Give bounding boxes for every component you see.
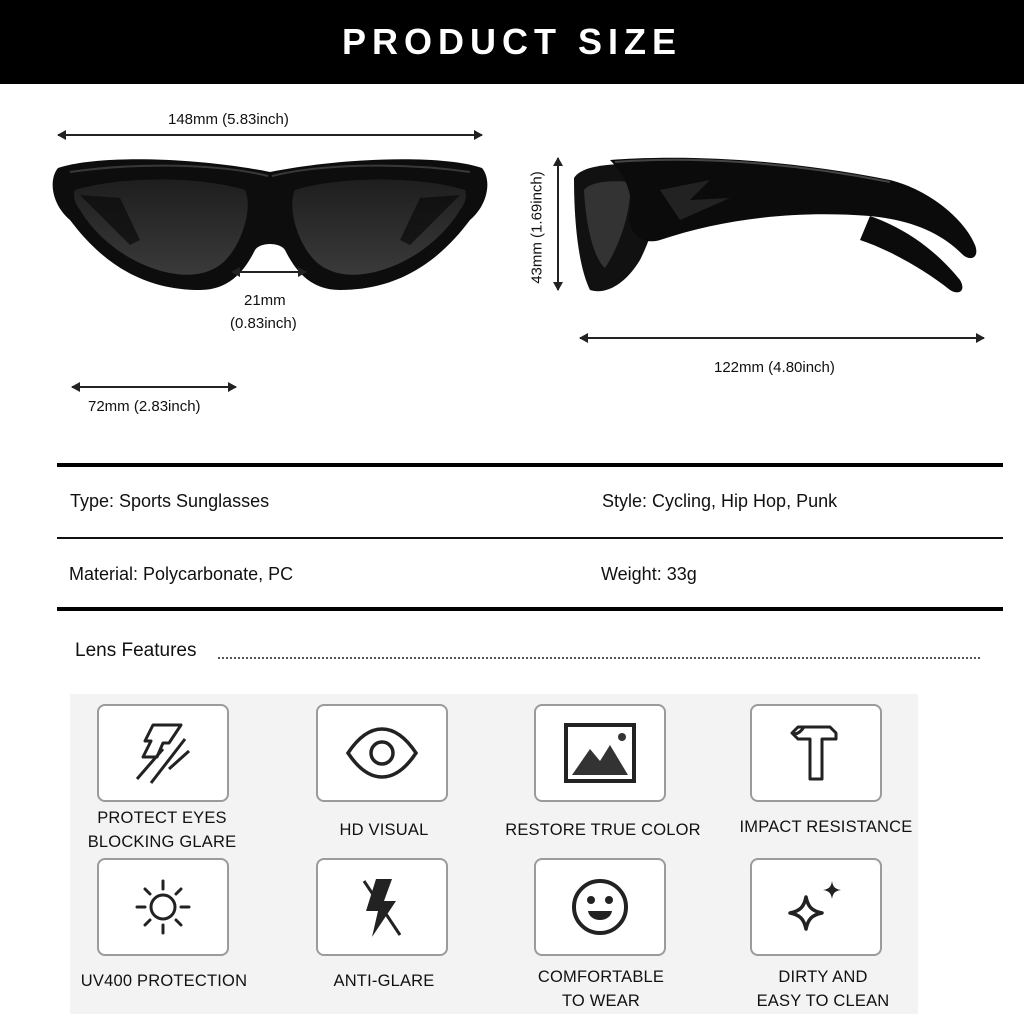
spec-divider-middle — [57, 537, 1003, 539]
feature-label-true-color: RESTORE TRUE COLOR — [505, 821, 701, 839]
page-title: PRODUCT SIZE — [341, 21, 682, 62]
feature-label-hd-visual: HD VISUAL — [339, 821, 429, 839]
smiley-face-icon — [560, 867, 640, 947]
height-arrow — [557, 158, 559, 290]
feature-label-anti-glare: ANTI-GLARE — [333, 972, 435, 990]
spec-divider-top — [57, 463, 1003, 467]
bridge-arrow — [232, 271, 306, 273]
spec-material: Material: Polycarbonate, PC — [69, 564, 294, 584]
temple-length-label: 122mm (4.80inch) — [714, 359, 835, 376]
height-label: 43mm (1.69inch) — [528, 171, 546, 284]
total-width-label: 148mm (5.83inch) — [168, 111, 289, 128]
feature-label-protect-eyes: PROTECT EYES BLOCKING GLARE — [87, 809, 237, 851]
feature-card-hd-visual — [316, 704, 448, 802]
dotted-leader — [218, 657, 980, 659]
feature-card-easy-clean — [750, 858, 882, 956]
lightning-shield-icon — [123, 713, 203, 793]
spec-type: Type: Sports Sunglasses — [70, 491, 270, 511]
temple-length-arrow — [580, 337, 984, 339]
feature-label-impact-resistance: IMPACT RESISTANCE — [739, 818, 913, 836]
lens-width-arrow — [72, 386, 236, 388]
feature-label-easy-clean: DIRTY AND EASY TO CLEAN — [756, 968, 890, 1010]
sparkle-icon — [776, 867, 856, 947]
front-view-sunglasses-image — [40, 150, 500, 300]
anti-glare-icon — [342, 867, 422, 947]
feature-card-protect-eyes — [97, 704, 229, 802]
spec-style: Style: Cycling, Hip Hop, Punk — [602, 491, 838, 511]
total-width-arrow — [58, 134, 482, 136]
bridge-inch-label: (0.83inch) — [230, 315, 297, 332]
sun-icon — [123, 867, 203, 947]
feature-label-uv400: UV400 PROTECTION — [80, 972, 248, 990]
spec-divider-bottom — [57, 607, 1003, 611]
lens-width-label: 72mm (2.83inch) — [88, 398, 201, 415]
spec-weight: Weight: 33g — [601, 564, 697, 584]
side-view-sunglasses-image — [570, 150, 990, 300]
header-bar — [0, 0, 1024, 84]
bridge-label: 21mm — [244, 292, 286, 309]
feature-card-impact-resistance — [750, 704, 882, 802]
hammer-icon — [776, 713, 856, 793]
landscape-picture-icon — [560, 713, 640, 793]
lens-features-heading: Lens Features — [75, 640, 197, 661]
feature-card-uv400 — [97, 858, 229, 956]
feature-card-comfortable — [534, 858, 666, 956]
feature-label-comfortable: COMFORTABLE TO WEAR — [537, 968, 665, 1010]
feature-card-anti-glare — [316, 858, 448, 956]
eye-icon — [342, 713, 422, 793]
feature-card-true-color — [534, 704, 666, 802]
